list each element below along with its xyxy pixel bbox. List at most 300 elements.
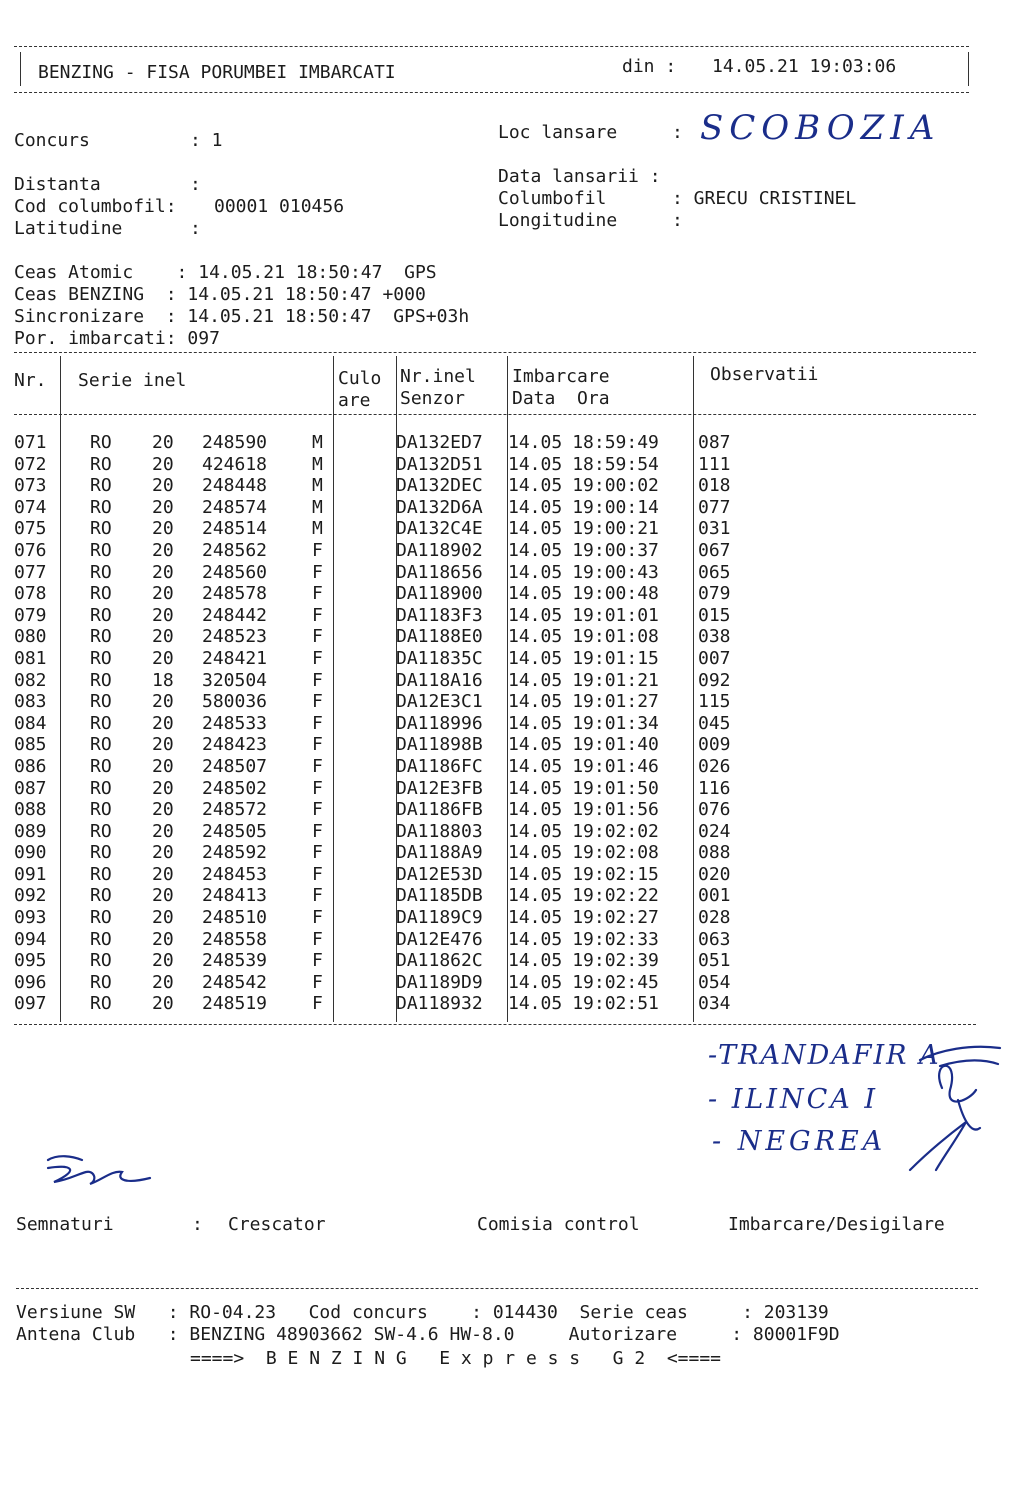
cell-date: 14.05 [508,626,563,648]
cell-date: 14.05 [508,950,563,972]
cell-sensor: DA118932 [396,993,483,1015]
cell-sensor: DA11862C [396,950,483,972]
cell-serie [60,864,332,886]
cell-imbarcare [508,778,698,800]
cell-sex: F [312,820,323,842]
cell-sex: F [312,734,323,756]
cell-nr: 078 [14,583,47,605]
cell-sex: F [312,755,323,777]
cell-imbarcare [508,475,698,497]
footer-line-brand: ====> B E N Z I N G E x p r e s s G 2 <==== [190,1348,722,1369]
document-title: BENZING - FISA PORUMBEI IMBARCATI [38,62,396,83]
cell-observatii: 015 [698,604,731,626]
cell-culoare [332,821,396,843]
cell-serie [60,950,332,972]
cell-imbarcare [508,950,698,972]
cell-time: 19:01:15 [572,647,659,669]
header-top-rule [14,46,969,47]
cell-year: 20 [152,691,174,713]
cell-ring-number: 424618 [202,453,268,475]
cell-observatii: 054 [698,971,731,993]
col-header-serie: Serie inel [78,370,187,391]
cell-nr: 093 [14,907,47,929]
cell-observatii: 001 [698,885,731,907]
cell-country: RO [90,669,112,691]
cell-ring-number: 248510 [202,907,268,929]
cell-sex: F [312,604,323,626]
cell-date: 14.05 [508,971,563,993]
cell-sex: M [312,475,323,497]
cell-year: 20 [152,734,174,756]
cell-imbarcare [508,756,698,778]
cell-country: RO [90,950,112,972]
cell-year: 20 [152,755,174,777]
cell-year: 20 [152,604,174,626]
cell-ring-number: 248542 [202,971,268,993]
cell-imbarcare [508,734,698,756]
cell-date: 14.05 [508,539,563,561]
table-row [14,518,958,540]
ceas-benzing-line: Ceas BENZING : 14.05.21 18:50:47 +000 [14,284,426,305]
cell-year: 20 [152,777,174,799]
cell-observatii: 115 [698,691,731,713]
cell-sensor: DA1188A9 [396,842,483,864]
cell-ring-number: 248505 [202,820,268,842]
table-row [14,626,958,648]
cell-serie [60,497,332,519]
cell-observatii: 009 [698,734,731,756]
cell-date: 14.05 [508,647,563,669]
cell-nr: 072 [14,453,47,475]
cell-imbarcare [508,432,698,454]
cell-ring-number: 248413 [202,885,268,907]
cell-culoare [332,756,396,778]
cell-date: 14.05 [508,691,563,713]
cell-sensor: DA12E3C1 [396,691,483,713]
cell-sensor: DA118803 [396,820,483,842]
header-bottom-rule [14,92,969,93]
cell-imbarcare [508,497,698,519]
handwritten-name-2: - ILINCA I [708,1084,878,1115]
cell-sex: F [312,777,323,799]
cell-country: RO [90,691,112,713]
cell-ring-number: 248514 [202,518,268,540]
cell-sex: F [312,626,323,648]
cell-observatii: 007 [698,647,731,669]
cell-sensor: DA118656 [396,561,483,583]
cell-sensor: DA1186FC [396,755,483,777]
cell-country: RO [90,604,112,626]
columbofil-label: Columbofil [498,188,607,209]
loc-lansare-label: Loc lansare [498,122,618,143]
cell-serie [60,562,332,584]
cell-country: RO [90,583,112,605]
cell-culoare [332,518,396,540]
cell-date: 14.05 [508,799,563,821]
cell-country: RO [90,993,112,1015]
cell-year: 20 [152,496,174,518]
cell-observatii: 087 [698,432,731,453]
cell-date: 14.05 [508,518,563,540]
cell-serie [60,583,332,605]
cell-observatii: 076 [698,799,731,821]
table-row [14,864,958,886]
cell-observatii: 045 [698,712,731,734]
cell-time: 19:00:37 [572,539,659,561]
cell-date: 14.05 [508,734,563,756]
cell-country: RO [90,712,112,734]
cell-sex: F [312,669,323,691]
cell-nr: 097 [14,993,47,1015]
table-row [14,799,958,821]
cell-date: 14.05 [508,863,563,885]
cell-serie [60,713,332,735]
cell-sensor: DA132D6A [396,496,483,518]
cell-culoare [332,540,396,562]
cell-year: 20 [152,971,174,993]
cell-serie [60,842,332,864]
cell-time: 19:01:56 [572,799,659,821]
cell-sex: F [312,583,323,605]
longitudine-label: Longitudine [498,210,618,231]
col-header-culoare-1: Culo [338,368,382,389]
cell-sensor: DA118A16 [396,669,483,691]
cell-year: 20 [152,647,174,669]
cell-serie [60,778,332,800]
cell-ring-number: 248572 [202,799,268,821]
footer-rule [16,1288,978,1289]
cell-year: 20 [152,561,174,583]
cell-date: 14.05 [508,907,563,929]
cell-nr: 076 [14,539,47,561]
cell-nr: 091 [14,863,47,885]
cell-sensor: DA118900 [396,583,483,605]
table-row [14,778,958,800]
cell-sex: F [312,539,323,561]
cell-nr: 073 [14,475,47,497]
cell-nr: 075 [14,518,47,540]
cell-country: RO [90,777,112,799]
cell-imbarcare [508,562,698,584]
cell-serie [60,799,332,821]
cell-time: 18:59:54 [572,453,659,475]
cell-year: 20 [152,928,174,950]
cell-date: 14.05 [508,842,563,864]
cell-culoare [332,907,396,929]
porumbei-imbarcati-line: Por. imbarcati: 097 [14,328,220,349]
table-bottom-rule [14,1024,976,1025]
cell-time: 19:00:43 [572,561,659,583]
cell-observatii: 038 [698,626,731,648]
cell-sex: F [312,928,323,950]
cell-time: 19:00:48 [572,583,659,605]
cell-nr: 080 [14,626,47,648]
cell-date: 14.05 [508,885,563,907]
cell-year: 20 [152,907,174,929]
cell-ring-number: 248560 [202,561,268,583]
cell-country: RO [90,561,112,583]
cell-imbarcare [508,799,698,821]
cell-ring-number: 248421 [202,647,268,669]
cell-sex: F [312,691,323,713]
cell-serie [60,734,332,756]
cell-culoare [332,670,396,692]
cell-date: 14.05 [508,755,563,777]
cell-country: RO [90,496,112,518]
cod-columbofil-value: 00001 010456 [214,196,345,217]
cell-time: 19:01:40 [572,734,659,756]
cell-time: 19:02:22 [572,885,659,907]
cell-year: 18 [152,669,174,691]
cell-sensor: DA12E53D [396,863,483,885]
cell-imbarcare [508,885,698,907]
cell-nr: 074 [14,496,47,518]
cell-serie [60,648,332,670]
cell-observatii: 018 [698,475,731,497]
cell-ring-number: 248578 [202,583,268,605]
table-row [14,821,958,843]
cell-culoare [332,691,396,713]
cell-nr: 087 [14,777,47,799]
cell-nr: 081 [14,647,47,669]
cell-ring-number: 248423 [202,734,268,756]
cell-culoare [332,497,396,519]
table-row [14,950,958,972]
cell-imbarcare [508,842,698,864]
cell-date: 14.05 [508,993,563,1015]
cell-country: RO [90,885,112,907]
cell-nr: 082 [14,669,47,691]
cell-imbarcare [508,626,698,648]
table-row [14,432,958,454]
cell-country: RO [90,647,112,669]
table-row [14,583,958,605]
cell-imbarcare [508,691,698,713]
cell-serie [60,821,332,843]
cell-observatii: 067 [698,539,731,561]
cell-year: 20 [152,885,174,907]
cell-country: RO [90,928,112,950]
cell-imbarcare [508,821,698,843]
cell-observatii: 051 [698,950,731,972]
table-row [14,929,958,951]
col-header-nr: Nr. [14,370,47,391]
cell-sensor: DA132DEC [396,475,483,497]
cell-observatii: 063 [698,928,731,950]
longitudine-value: : [672,210,683,231]
cell-serie [60,518,332,540]
cell-nr: 083 [14,691,47,713]
cell-serie [60,756,332,778]
cell-year: 20 [152,712,174,734]
col-header-imbarcare-1: Imbarcare [512,366,610,387]
cell-country: RO [90,432,112,453]
cell-observatii: 116 [698,777,731,799]
cell-nr: 079 [14,604,47,626]
cell-ring-number: 248502 [202,777,268,799]
cell-time: 19:01:08 [572,626,659,648]
cell-sex: F [312,647,323,669]
cell-date: 14.05 [508,820,563,842]
cell-ring-number: 248453 [202,863,268,885]
table-row [14,842,958,864]
cell-serie [60,605,332,627]
cell-sex: F [312,950,323,972]
cell-date: 14.05 [508,777,563,799]
cell-ring-number: 248533 [202,712,268,734]
cell-year: 20 [152,539,174,561]
col-header-senzor-2: Senzor [400,388,466,409]
cell-culoare [332,929,396,951]
crescator-signature [42,1150,162,1200]
table-row [14,497,958,519]
table-row [14,454,958,476]
cell-nr: 090 [14,842,47,864]
concurs-value: : 1 [190,130,223,151]
cell-time: 19:00:21 [572,518,659,540]
cell-sex: M [312,518,323,540]
cell-nr: 088 [14,799,47,821]
cell-serie [60,454,332,476]
cell-imbarcare [508,972,698,994]
date-value: 14.05.21 19:03:06 [712,56,897,77]
cell-imbarcare [508,929,698,951]
cell-serie [60,432,332,454]
cell-sensor: DA1183F3 [396,604,483,626]
cell-imbarcare [508,864,698,886]
cell-serie [60,691,332,713]
cell-sensor: DA118996 [396,712,483,734]
cell-culoare [332,648,396,670]
cell-ring-number: 248442 [202,604,268,626]
cell-ring-number: 248448 [202,475,268,497]
cell-sensor: DA1186FB [396,799,483,821]
cell-date: 14.05 [508,604,563,626]
cell-ring-number: 248507 [202,755,268,777]
cell-country: RO [90,518,112,540]
semnaturi-label: Semnaturi [16,1214,114,1235]
cell-sensor: DA12E3FB [396,777,483,799]
col-header-observatii: Observatii [710,364,819,385]
imbarcare-desigilare-label: Imbarcare/Desigilare [728,1214,945,1235]
cell-time: 19:02:02 [572,820,659,842]
cell-culoare [332,864,396,886]
cell-sex: F [312,885,323,907]
cell-country: RO [90,863,112,885]
cell-serie [60,540,332,562]
cell-time: 19:02:08 [572,842,659,864]
cell-ring-number: 248519 [202,993,268,1015]
cell-serie [60,626,332,648]
cell-nr: 071 [14,432,47,453]
table-row [14,756,958,778]
distanta-value: : [190,174,201,195]
cell-culoare [332,583,396,605]
cell-culoare [332,605,396,627]
cell-time: 19:01:50 [572,777,659,799]
table-top-rule [14,352,976,353]
table-header-rule [14,414,976,415]
columbofil-value: : GRECU CRISTINEL [672,188,857,209]
cell-culoare [332,432,396,454]
cell-sensor: DA11835C [396,647,483,669]
cell-date: 14.05 [508,475,563,497]
cell-time: 19:02:39 [572,950,659,972]
cell-sensor: DA12E476 [396,928,483,950]
cell-ring-number: 248590 [202,432,268,453]
cell-sex: F [312,863,323,885]
date-label: din : [622,56,677,77]
cell-nr: 096 [14,971,47,993]
cell-time: 19:00:02 [572,475,659,497]
cell-culoare [332,799,396,821]
cell-time: 19:02:27 [572,907,659,929]
handwritten-name-1: -TRANDAFIR A [708,1040,941,1071]
pigeon-table [14,432,958,1015]
table-row [14,713,958,735]
loc-lansare-handwritten: SCOBOZIA [700,108,941,148]
cell-sex: M [312,496,323,518]
cell-country: RO [90,971,112,993]
cell-country: RO [90,799,112,821]
cell-time: 19:02:51 [572,993,659,1015]
cell-sensor: DA118902 [396,539,483,561]
cell-year: 20 [152,799,174,821]
footer-line-versiune: Versiune SW : RO-04.23 Cod concurs : 014430 Serie ceas : 203139 [16,1302,829,1323]
cell-year: 20 [152,475,174,497]
cell-observatii: 079 [698,583,731,605]
table-row [14,907,958,929]
cell-observatii: 088 [698,842,731,864]
cell-year: 20 [152,993,174,1015]
table-row [14,475,958,497]
cell-observatii: 024 [698,820,731,842]
cell-culoare [332,778,396,800]
cell-culoare [332,842,396,864]
cell-year: 20 [152,820,174,842]
cell-sensor: DA132C4E [396,518,483,540]
cell-country: RO [90,820,112,842]
cell-serie [60,972,332,994]
cell-culoare [332,950,396,972]
table-row [14,648,958,670]
cell-country: RO [90,755,112,777]
cell-observatii: 026 [698,755,731,777]
cell-imbarcare [508,907,698,929]
cell-sex: F [312,561,323,583]
cell-sex: M [312,453,323,475]
cell-country: RO [90,842,112,864]
cell-sex: F [312,842,323,864]
cell-year: 20 [152,626,174,648]
footer-line-antena: Antena Club : BENZING 48903662 SW-4.6 HW-8.0 Autorizare : 80001F9D [16,1324,840,1345]
cell-sex: M [312,432,323,453]
cell-observatii: 077 [698,496,731,518]
cell-sensor: DA11898B [396,734,483,756]
cell-time: 18:59:49 [572,432,659,453]
commission-signature-marks [880,1030,1010,1180]
cell-ring-number: 248523 [202,626,268,648]
cell-year: 20 [152,583,174,605]
cell-observatii: 028 [698,907,731,929]
cell-date: 14.05 [508,583,563,605]
table-row [14,540,958,562]
cell-sex: F [312,971,323,993]
loc-lansare-value: : [672,122,694,143]
cell-time: 19:01:01 [572,604,659,626]
cell-imbarcare [508,713,698,735]
cell-year: 20 [152,453,174,475]
